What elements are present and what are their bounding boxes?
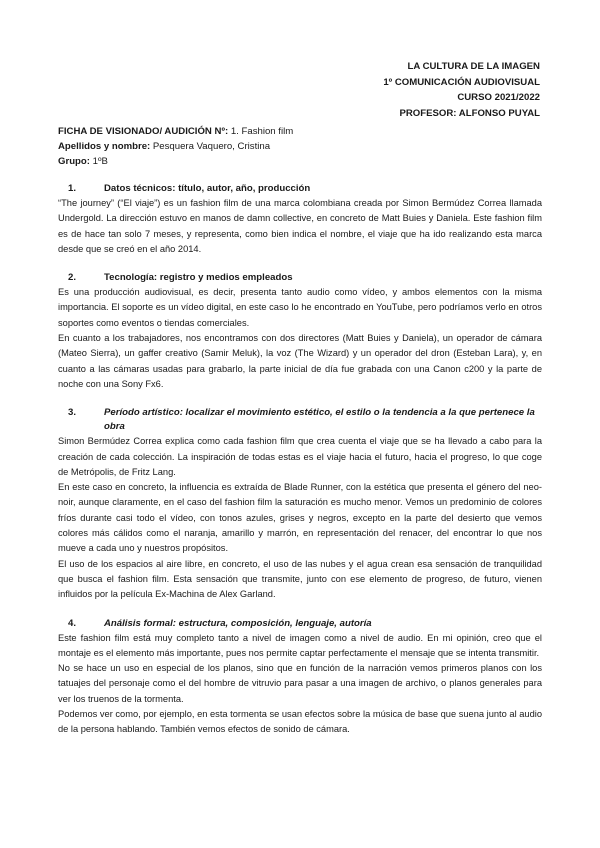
section-4-paragraph-1: Este fashion film está muy completo tanto a nivel de imagen como a nivel de audio. En mi opinión, creo que el montaje es el elemento más importante, pues nos permite captar perfectamente el mensaje que se intenta transmitir. bbox=[58, 632, 542, 658]
name-label: Apellidos y nombre: bbox=[58, 141, 151, 152]
section-2-number: 2. bbox=[68, 272, 77, 284]
header-subject: LA CULTURA DE LA IMAGEN bbox=[407, 61, 540, 72]
section-4-paragraph-2: No se hace un uso en especial de los planos, sino que en función de la narración vemos primeros planos con los tatuajes del personaje como el del hombre de vitruvio para pasar a una imagen de archivo, o planos generales para ver los truenos de la tormenta. bbox=[58, 663, 542, 704]
section-3-title bbox=[58, 406, 542, 434]
name-value: Pesquera Vaquero, Cristina bbox=[152, 141, 271, 152]
name-line bbox=[58, 139, 293, 154]
section-2-title bbox=[58, 271, 542, 285]
section-3 bbox=[58, 406, 542, 602]
header-professor: PROFESOR: ALFONSO PUYAL bbox=[399, 107, 540, 119]
ficha-label: FICHA DE VISIONADO/ AUDICIÓN Nº: bbox=[58, 126, 229, 137]
section-1-number: 1. bbox=[68, 183, 77, 194]
section-2-title-text: Tecnología: registro y medios empleados bbox=[104, 272, 293, 284]
section-3-number: 3. bbox=[68, 407, 77, 419]
section-2 bbox=[58, 271, 542, 392]
group-value: 1ºB bbox=[92, 156, 108, 167]
header-course: CURSO 2021/2022 bbox=[457, 92, 540, 103]
header-degree: 1º COMUNICACIÓN AUDIOVISUAL bbox=[383, 76, 540, 88]
section-4-number: 4. bbox=[68, 617, 77, 629]
group-line bbox=[58, 154, 293, 169]
ficha-line bbox=[58, 124, 293, 139]
section-1-title bbox=[58, 182, 542, 196]
section-4-title-text: Análisis formal: estructura, composición, lenguaje, autoría bbox=[104, 617, 372, 629]
section-1-paragraph-1: “The journey” (“El viaje”) es un fashion film de una marca colombiana creada por Simon Bermúdez Correa llamada Undergold. La dirección estuvo en manos de damn collective, en concreto de Matt Buies y Daniela. Este fashion film es de hace tan solo 7 meses, y representa, como bien indica el nombre, el viaje que ha ido realizando esta marca desde que se creó en el año 2014. bbox=[58, 198, 542, 254]
document-body bbox=[58, 182, 542, 738]
group-label: Grupo: bbox=[58, 156, 90, 167]
section-1-title-text: Datos técnicos: título, autor, año, producción bbox=[104, 183, 311, 194]
student-info bbox=[58, 124, 293, 169]
course-header bbox=[383, 59, 540, 121]
section-3-paragraph-3: El uso de los espacios al aire libre, en concreto, el uso de las nubes y el agua crean esa sensación de tranquilidad que busca el fashion film. Esta sensación que transmite, junto con ese elemento de progreso, de futuro, vienen influidos por la película Ex-Machina de Alex Garland. bbox=[58, 558, 542, 600]
section-2-paragraph-2: En cuanto a los trabajadores, nos encontramos con dos directores (Matt Buies y Daniela), un operador de cámara (Mateo Sierra), un gaffer creativo (Samir Meluk), la voz (The Wizard) y un operador del dron (Esteban Lara), y, en cuanto a las cámaras usadas para grabarlo, la parte inicial de día fue grabada con una Canon c200 y la parte de noche con una Sony Fx6. bbox=[58, 333, 542, 389]
section-1 bbox=[58, 182, 542, 257]
ficha-value: 1. Fashion film bbox=[230, 126, 294, 137]
section-2-paragraph-1: Es una producción audiovisual, es decir, presenta tanto audio como vídeo, y ambos elementos con la misma importancia. El soporte es un vídeo digital, en este caso lo he encontrado en YouTube, pero podríamos verlo en otros soportes como eventos o tiendas comerciales. bbox=[58, 287, 542, 328]
section-3-title-text: Período artístico: localizar el movimiento estético, el estilo o la tendencia a la que pertenece la obra bbox=[104, 407, 535, 433]
section-4 bbox=[58, 617, 542, 738]
section-3-paragraph-1: Simon Bermúdez Correa explica como cada fashion film que crea cuenta el viaje que se ha llevado a cabo para la creación de cada colección. La inspiración de todas estas es el viaje hacia el futuro, hacia el progreso, lo que coge de Metrópolis, de Fritz Lang. bbox=[58, 436, 542, 477]
section-3-paragraph-2: En este caso en concreto, la influencia es extraída de Blade Runner, con la estética que presenta el género del neo-noir, aunque claramente, en el caso del fashion film la saturación es mucho menor. Vemos un predominio de colores fríos durante casi todo el vídeo, con tonos azules, grises y negros, excepto en la parte del desierto que vemos colores más cálidos como el naranja, amarillo y marrón, en representación del renacer, del encontrar lo que nos mueve a cada uno y nuestros propósitos. bbox=[58, 482, 542, 554]
section-4-paragraph-3: Podemos ver como, por ejemplo, en esta tormenta se usan efectos sobre la música de base que suena junto al audio de la persona hablando. También vemos efectos de sonido de cámara. bbox=[58, 709, 542, 735]
section-4-title bbox=[58, 617, 542, 631]
